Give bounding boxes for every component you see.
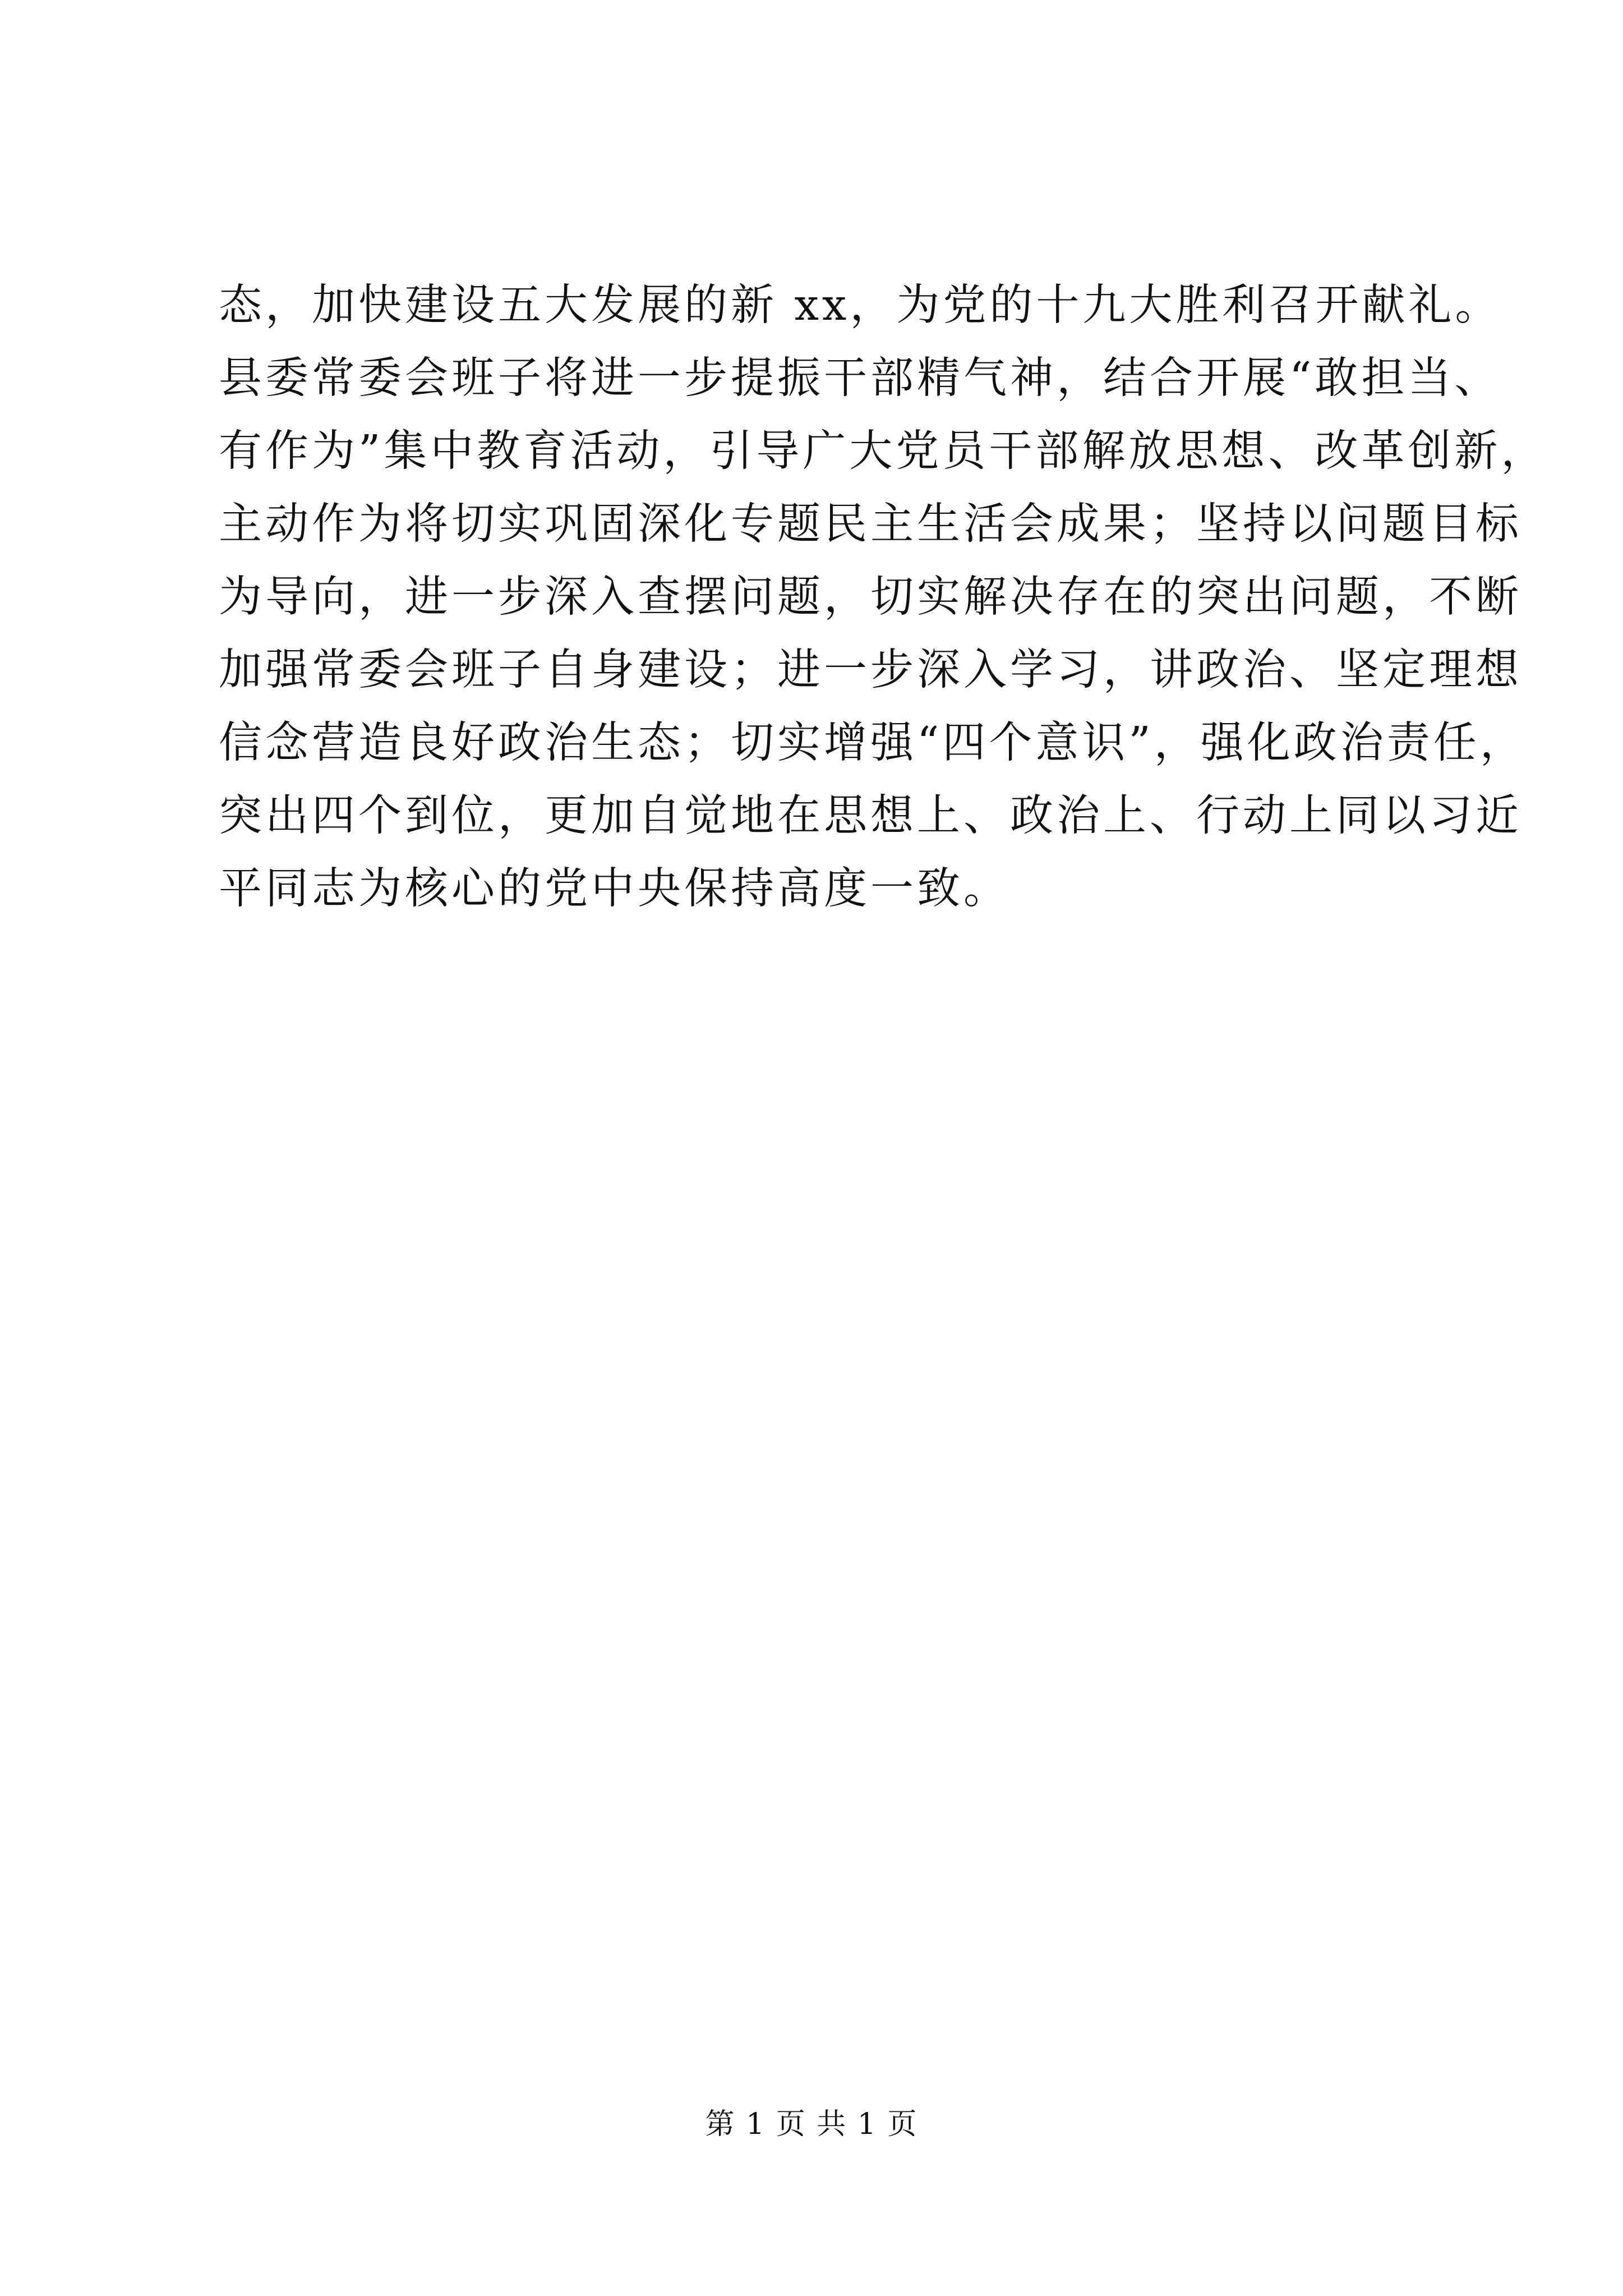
text-line: 平同志为核心的党中央保持高度一致。 xyxy=(219,864,1010,914)
page-number-footer: 第 1 页 共 1 页 xyxy=(705,2108,918,2141)
text-line: 主动作为将切实巩固深化专题民主生活会成果；坚持以问题目标 xyxy=(219,499,1522,549)
text-line: 信念营造良好政治生态；切实增强“四个意识”，强化政治责任， xyxy=(219,718,1527,768)
text-line: 突出四个到位，更加自觉地在思想上、政治上、行动上同以习近 xyxy=(219,791,1522,841)
text-line: 态，加快建设五大发展的新 xx，为党的十九大胜利召开献礼。 xyxy=(219,280,1502,330)
text-line: 县委常委会班子将进一步提振干部精气神，结合开展“敢担当、 xyxy=(219,353,1501,403)
text-line: 有作为”集中教育活动，引导广大党员干部解放思想、改革创新， xyxy=(219,426,1548,476)
body-paragraph xyxy=(219,269,1548,926)
text-line: 为导向，进一步深入查摆问题，切实解决存在的突出问题，不断 xyxy=(219,572,1522,622)
text-line: 加强常委会班子自身建设；进一步深入学习，讲政治、坚定理想 xyxy=(219,645,1522,695)
